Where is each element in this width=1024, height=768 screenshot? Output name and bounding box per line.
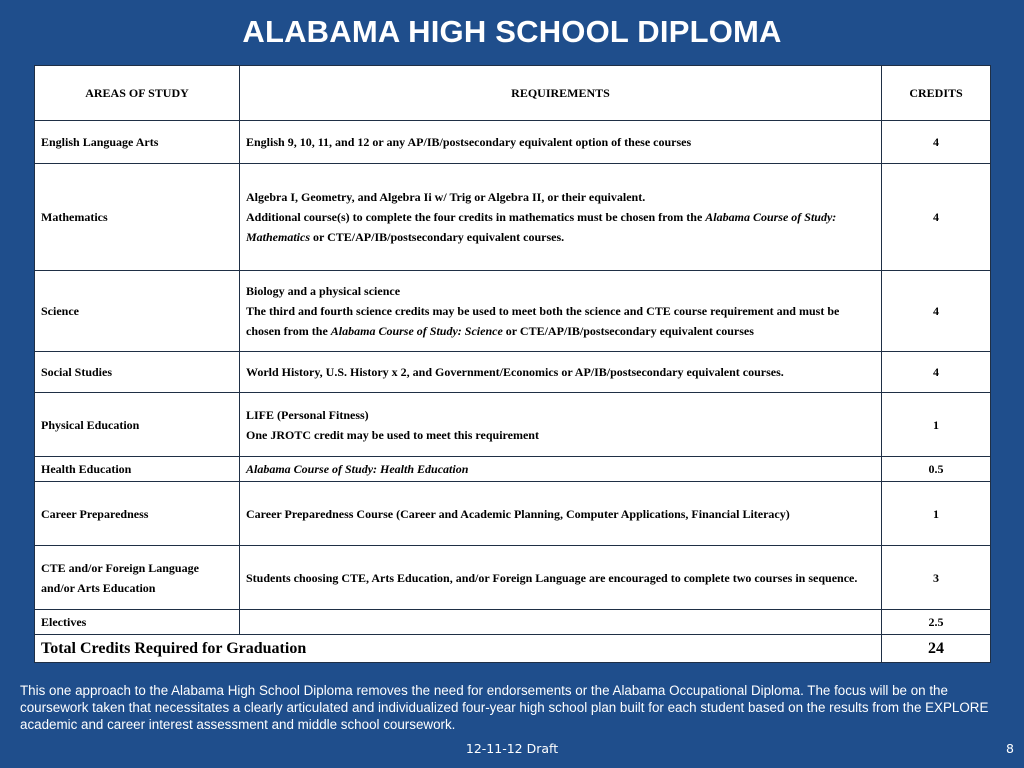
course-of-study-reference: Alabama Course of Study: Science xyxy=(330,324,503,338)
table-row xyxy=(35,393,991,457)
requirements-cell: English 9, 10, 11, and 12 or any AP/IB/postsecondary equivalent option of these courses xyxy=(240,121,882,164)
credits-cell: 1 xyxy=(882,393,991,457)
footer-date: 12-11-12 Draft xyxy=(465,741,559,756)
header-credits: CREDITS xyxy=(882,66,991,121)
total-credits: 24 xyxy=(882,635,991,663)
table-row xyxy=(35,121,991,164)
table-row xyxy=(35,164,991,271)
total-label: Total Credits Required for Graduation xyxy=(35,635,882,663)
requirement-text: or CTE/AP/IB/postsecondary equivalent courses. xyxy=(310,230,565,244)
requirements-cell xyxy=(240,271,882,352)
requirement-text: Additional course(s) to complete the four credits in mathematics must be chosen from the xyxy=(246,210,706,224)
requirements-cell: Alabama Course of Study: Health Education xyxy=(240,457,882,482)
area-cell: Physical Education xyxy=(35,393,240,457)
requirement-line: One JROTC credit may be used to meet this requirement xyxy=(246,427,539,442)
table-header-row xyxy=(35,66,991,121)
slide-description: This one approach to the Alabama High School Diploma removes the need for endorsements or the Alabama Occupational Diploma. The focus will be on the coursework taken that necessitates a clearly articulated and individualized four-year high school plan built for each student based on the results from the EXPLORE academic and career interest assessment and middle school coursework. xyxy=(20,683,989,732)
area-cell: Electives xyxy=(35,610,240,635)
area-cell: Science xyxy=(35,271,240,352)
credits-cell: 4 xyxy=(882,121,991,164)
slide-title: ALABAMA HIGH SCHOOL DIPLOMA xyxy=(242,14,782,49)
requirement-line xyxy=(246,301,875,341)
area-cell: CTE and/or Foreign Language and/or Arts Education xyxy=(35,546,240,610)
requirements-cell: World History, U.S. History x 2, and Government/Economics or AP/IB/postsecondary equivalent courses. xyxy=(240,352,882,393)
credits-cell: 1 xyxy=(882,482,991,546)
requirements-cell xyxy=(240,393,882,457)
credits-cell: 4 xyxy=(882,164,991,271)
area-cell: Health Education xyxy=(35,457,240,482)
area-cell: Social Studies xyxy=(35,352,240,393)
credits-cell: 2.5 xyxy=(882,610,991,635)
requirement-line: Biology and a physical science xyxy=(246,284,401,298)
requirement-line xyxy=(246,207,875,247)
requirements-cell: Students choosing CTE, Arts Education, and/or Foreign Language are encouraged to complete two courses in sequence. xyxy=(240,546,882,610)
area-cell: English Language Arts xyxy=(35,121,240,164)
area-cell: Career Preparedness xyxy=(35,482,240,546)
table-row xyxy=(35,610,991,635)
credits-cell: 4 xyxy=(882,271,991,352)
table-row xyxy=(35,546,991,610)
requirements-cell: Career Preparedness Course (Career and Academic Planning, Computer Applications, Financial Literacy) xyxy=(240,482,882,546)
table-row xyxy=(35,482,991,546)
requirement-text: The third and fourth science credits may be used to meet both the science and CTE course requirement and must be chosen from the xyxy=(246,304,840,338)
credits-cell: 3 xyxy=(882,546,991,610)
total-row xyxy=(35,635,991,663)
requirement-line: LIFE (Personal Fitness) xyxy=(246,407,369,422)
table-row xyxy=(35,352,991,393)
table-row xyxy=(35,271,991,352)
requirement-line: Algebra I, Geometry, and Algebra Ii w/ Trig or Algebra II, or their equivalent. xyxy=(246,190,646,204)
diploma-requirements-table xyxy=(34,65,991,663)
course-of-study-reference: Alabama Course of Study: Mathematics xyxy=(246,210,837,244)
header-requirements: REQUIREMENTS xyxy=(240,66,882,121)
page-number: 8 xyxy=(1006,741,1014,756)
area-cell: Mathematics xyxy=(35,164,240,271)
requirement-text: or CTE/AP/IB/postsecondary equivalent courses xyxy=(502,324,754,338)
requirements-cell xyxy=(240,164,882,271)
credits-cell: 4 xyxy=(882,352,991,393)
header-areas-of-study: AREAS OF STUDY xyxy=(35,66,240,121)
credits-cell: 0.5 xyxy=(882,457,991,482)
requirements-cell xyxy=(240,610,882,635)
table-row xyxy=(35,457,991,482)
